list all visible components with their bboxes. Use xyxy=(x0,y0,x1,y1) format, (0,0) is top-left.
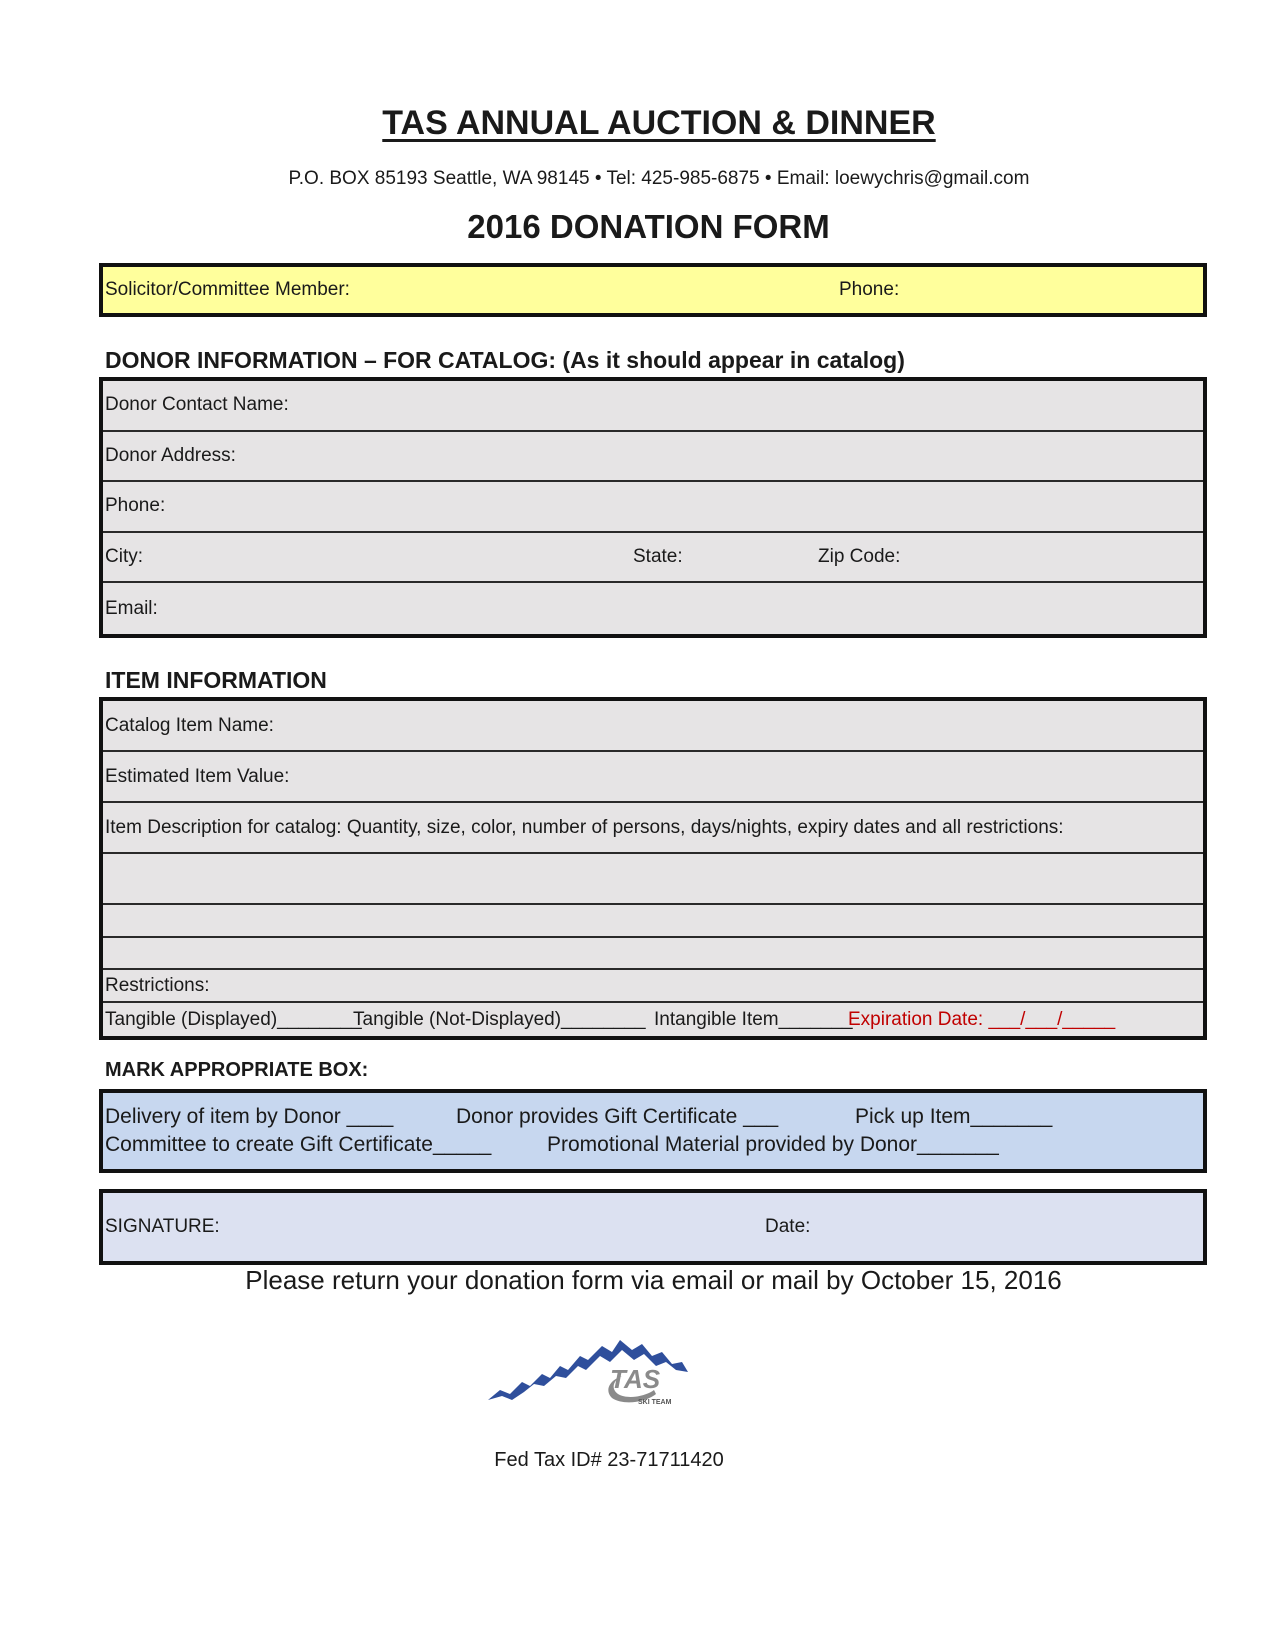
mountain-logo-icon xyxy=(486,1336,690,1412)
form-heading: TAS ANNUAL AUCTION & DINNER xyxy=(382,104,936,142)
item-section-title: ITEM INFORMATION xyxy=(105,667,327,693)
donor-zip-label: Zip Code: xyxy=(818,546,901,568)
donor-city-label: City: xyxy=(105,546,143,568)
form-title: 2016 DONATION FORM xyxy=(467,208,830,245)
logo-subtext: SKI TEAM xyxy=(638,1399,672,1406)
donor-email-field[interactable] xyxy=(103,583,1203,634)
donor-phone-field[interactable] xyxy=(103,482,1203,533)
mark-box-section-title: MARK APPROPRIATE BOX: xyxy=(105,1059,369,1081)
signature-date-label: Date: xyxy=(765,1216,811,1237)
item-description-label: Item Description for catalog: Quantity, size, color, number of persons, days/nights, expiry dates and all restrictions: xyxy=(105,816,1064,838)
item-type-row[interactable] xyxy=(103,1003,1203,1036)
contact-line: P.O. BOX 85193 Seattle, WA 98145 • Tel: 425-985-6875 • Email: loewychris@gmail.com xyxy=(288,168,1030,189)
donor-section-title: DONOR INFORMATION – FOR CATALOG: (As it should appear in catalog) xyxy=(105,347,905,373)
solicitor-phone-label: Phone: xyxy=(839,279,900,300)
item-description-line[interactable] xyxy=(103,905,1203,938)
signature-label: SIGNATURE: xyxy=(105,1216,220,1237)
delivery-by-donor-option[interactable]: Delivery of item by Donor ____ xyxy=(105,1105,394,1128)
fed-tax-id: Fed Tax ID# 23-71711420 xyxy=(494,1449,724,1471)
tas-ski-team-logo xyxy=(486,1336,690,1412)
solicitor-box xyxy=(99,263,1207,317)
solicitor-member-label: Solicitor/Committee Member: xyxy=(105,279,350,300)
item-description-row xyxy=(103,803,1203,854)
logo-wordmark: TAS xyxy=(610,1364,661,1394)
tangible-displayed-option[interactable]: Tangible (Displayed)________ xyxy=(105,1008,362,1030)
item-description-line[interactable] xyxy=(103,854,1203,905)
solicitor-row[interactable] xyxy=(103,267,1203,313)
donor-address-field[interactable] xyxy=(103,432,1203,483)
signature-box xyxy=(99,1189,1207,1265)
tangible-not-displayed-option[interactable]: Tangible (Not-Displayed)________ xyxy=(353,1008,646,1030)
donor-contact-name-field[interactable] xyxy=(103,381,1203,432)
mark-options-box xyxy=(99,1089,1207,1173)
item-info-box xyxy=(99,697,1207,1040)
expiration-date-field[interactable]: Expiration Date: ___/___/_____ xyxy=(848,1008,1116,1030)
donor-email-label: Email: xyxy=(105,597,158,619)
catalog-item-name-label: Catalog Item Name: xyxy=(105,714,274,736)
restrictions-field[interactable] xyxy=(103,970,1203,1003)
donor-state-label: State: xyxy=(633,546,683,568)
estimated-value-label: Estimated Item Value: xyxy=(105,765,290,787)
return-instructions: Please return your donation form via email or mail by October 15, 2016 xyxy=(245,1265,1062,1295)
item-description-line[interactable] xyxy=(103,938,1203,970)
estimated-value-field[interactable] xyxy=(103,752,1203,803)
pick-up-item-option[interactable]: Pick up Item_______ xyxy=(855,1105,1053,1128)
intangible-item-option[interactable]: Intangible Item_______ xyxy=(654,1008,853,1030)
committee-gift-certificate-option[interactable]: Committee to create Gift Certificate_____ xyxy=(105,1133,492,1156)
donor-address-label: Donor Address: xyxy=(105,444,236,466)
restrictions-label: Restrictions: xyxy=(105,974,210,996)
donor-contact-name-label: Donor Contact Name: xyxy=(105,394,289,416)
donor-phone-label: Phone: xyxy=(105,495,166,517)
promotional-material-option[interactable]: Promotional Material provided by Donor_______ xyxy=(547,1133,999,1156)
donor-info-box xyxy=(99,377,1207,638)
signature-row[interactable] xyxy=(103,1193,1203,1261)
donor-gift-certificate-option[interactable]: Donor provides Gift Certificate ___ xyxy=(456,1105,779,1128)
catalog-item-name-field[interactable] xyxy=(103,701,1203,752)
donor-city-state-zip-row[interactable] xyxy=(103,533,1203,584)
